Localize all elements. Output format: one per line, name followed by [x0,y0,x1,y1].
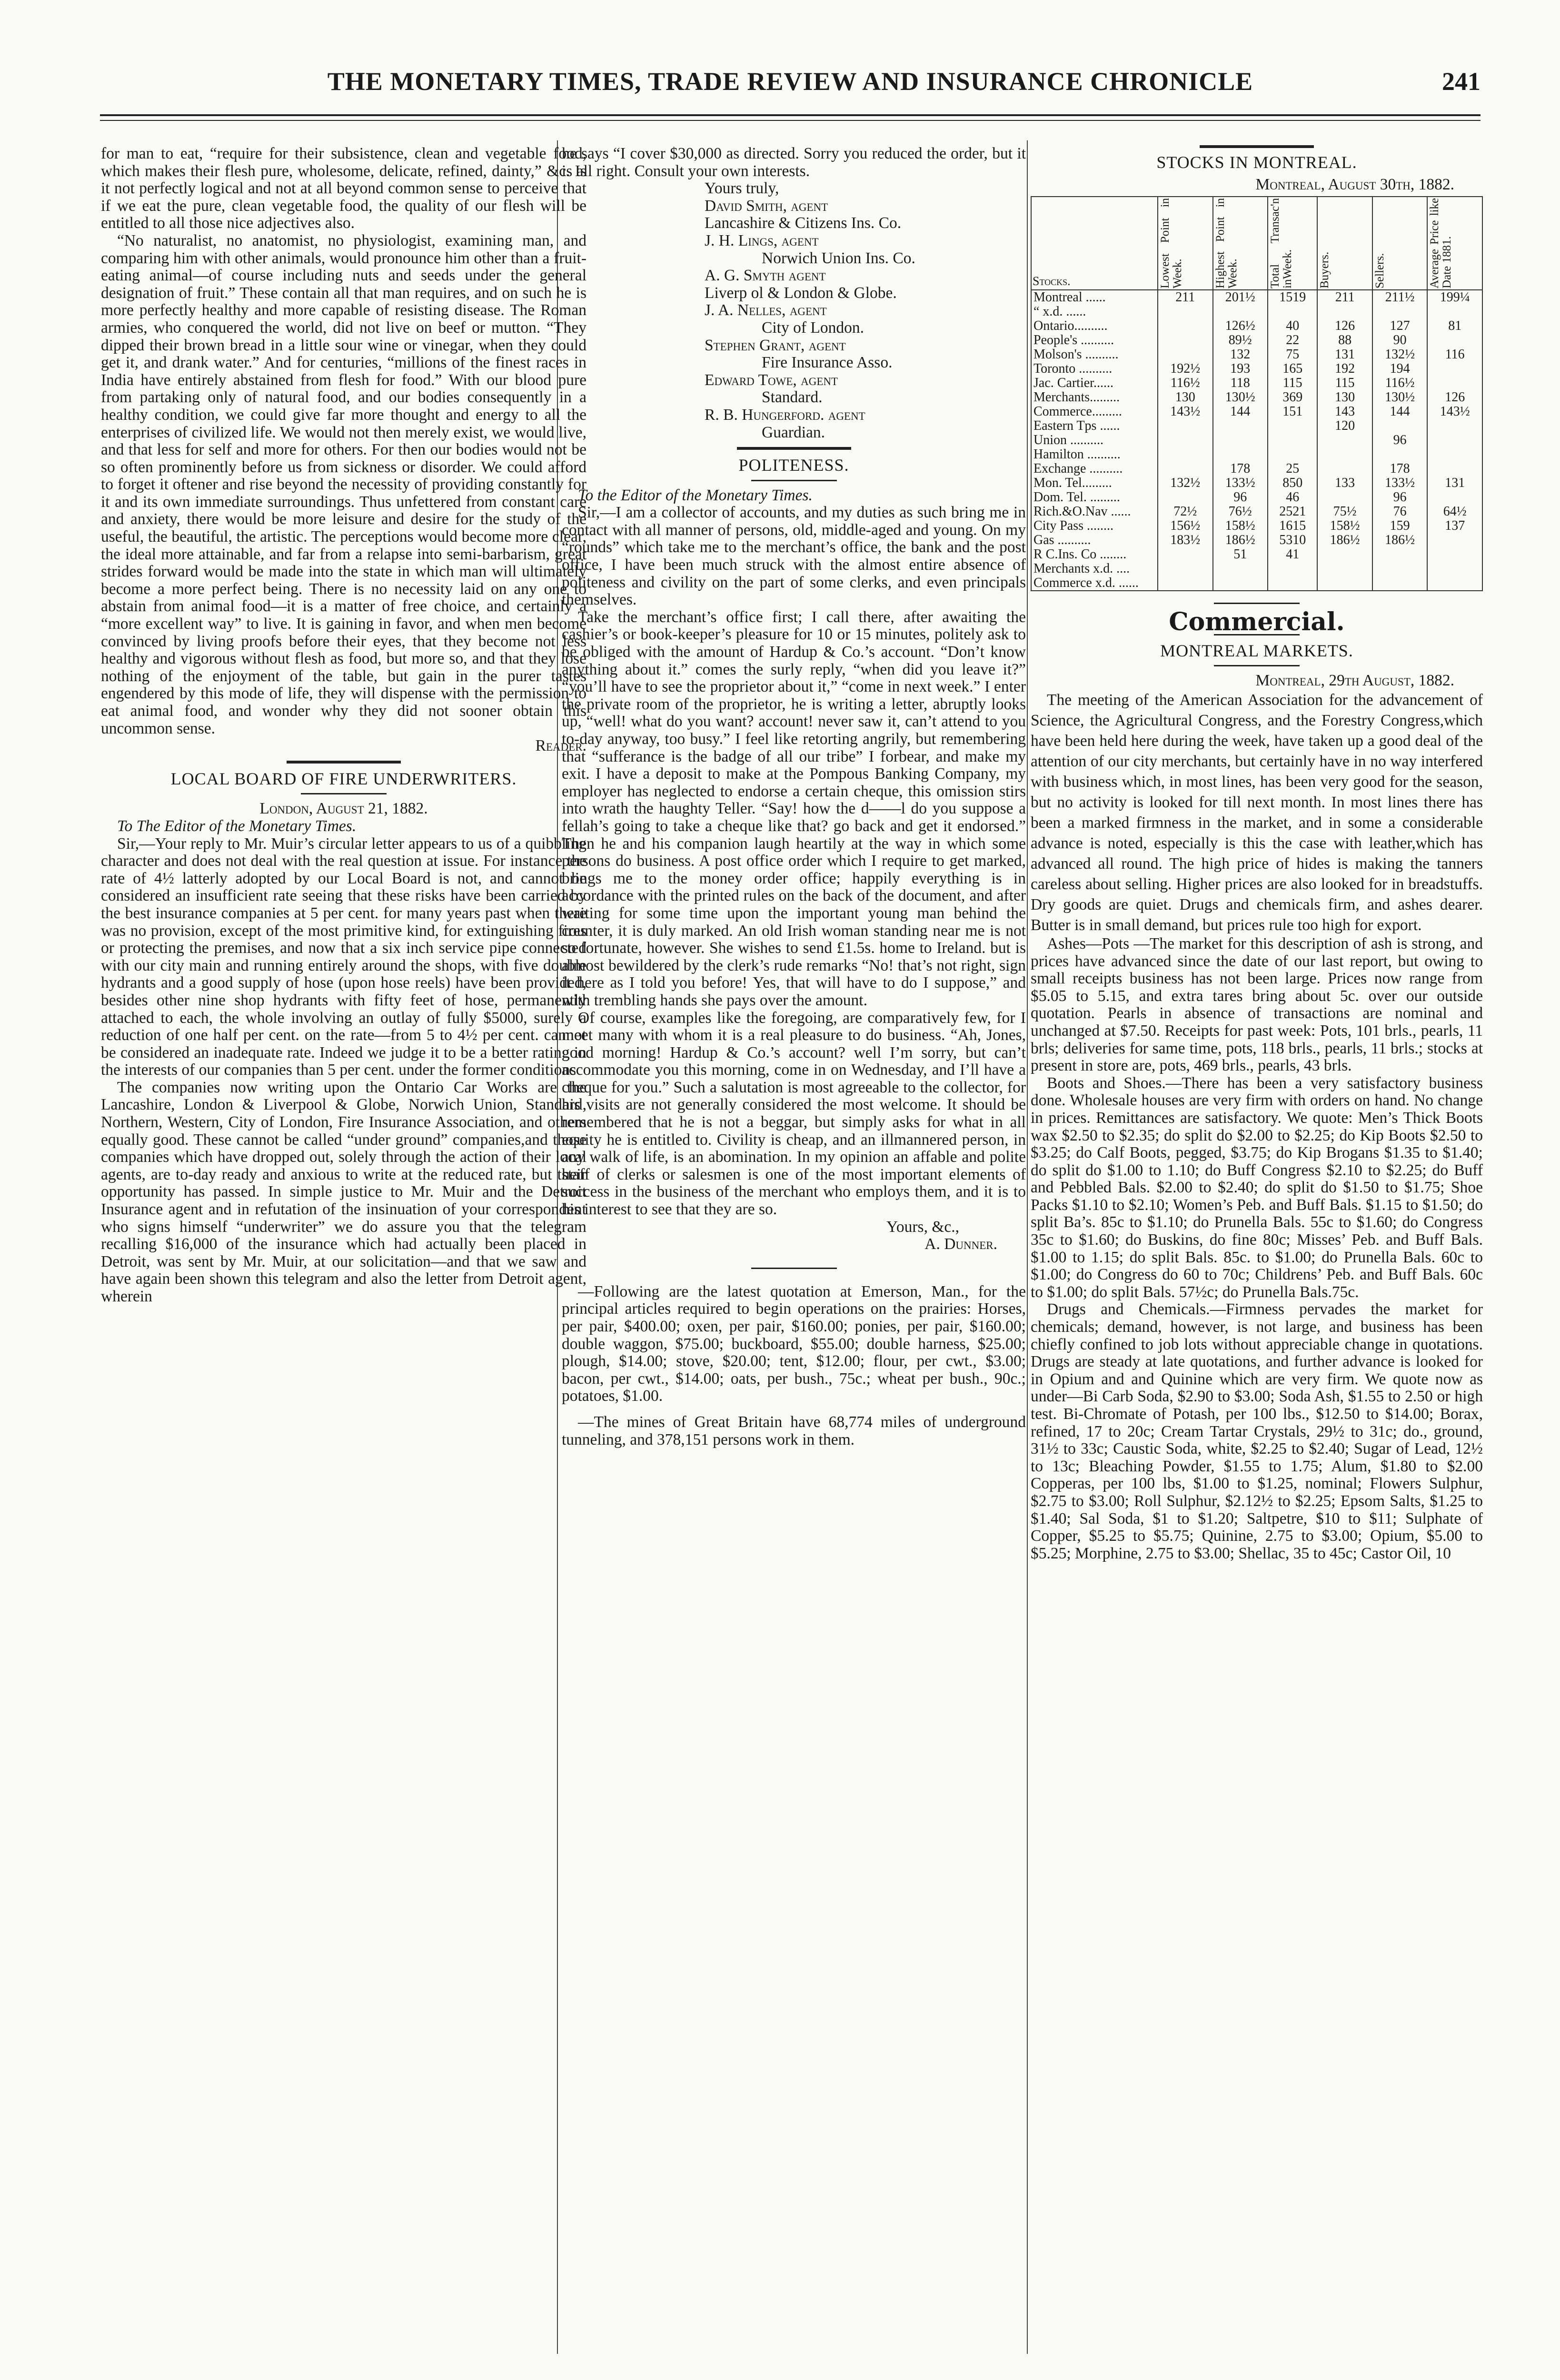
stock-value-cell: 211 [1317,290,1372,305]
stock-value-cell: 151 [1268,405,1317,419]
stock-value-cell: 96 [1213,490,1268,505]
article-paragraph: The meeting of the American Association for the advancement of Science, the Agricultural Congress, and the Forestry Congress,which have been held here during the week, have taken up a good deal of the attention of our city merchants, but certainly have in no way interfered with business which, in most lines, has been very good for the season, but no activity is looked for till next month. In most lines there has been a marked firmness in the market, and in some a considerable advance is noted, especially is this the case with leather,which has advanced all round. The high price of hides is making the tanners careless about selling. Higher prices are also looked for in breadstuffs. Dry goods are quiet. Drugs and chemicals firm, and ashes dearer. Butter is in small demand, but prices rule too high for export. [1031,691,1483,934]
section-heading: POLITENESS. [738,456,849,475]
article-paragraph: The companies now writing upon the Ontario Car Works are the Lancashire, London & Liverpool & Globe, Norwich Union, Standard, Northern, Western, City of London, Fire Insurance Association, and others equally good. These cannot be called “under ground” companies,and those companies which have dropped out, solely through the action of their local agents, are to-day ready and anxious to write at the reduced rate, but their opportunity has passed. In simple justice to Mr. Muir and the Detroit Insurance agent and in refutation of the insinuation of your correspondent who signs himself “underwriter” we do assure you that the telegram recalling $16,000 of the insurance which had actually been placed in Detroit, was sent by Mr. Muir, at our solicitation—and that we saw and have again been shown this telegram and also the letter from Detroit agent, wherein [101,1078,586,1305]
stock-value-cell: 165 [1268,362,1317,376]
stock-value-cell [1372,547,1428,562]
stock-value-cell: 193 [1213,362,1268,376]
stock-name-cell: Eastern Tps ...... [1031,419,1158,433]
signer-company: Lancashire & Citizens Ins. Co. [705,214,902,232]
stock-value-cell [1427,462,1482,476]
signer-name: R. B. Hungerford. agent [705,406,865,424]
article-paragraph: Sir,—Your reply to Mr. Muir’s circular letter appears to us of a quibbling character and does not deal with the real question at issue. For instance the rate of 4½ latterly adopted by our Local Board is not, and cannot be considered an insufficient rate seeing that these risks have been carried by the best insurance companies at 5 per cent. for many years past when there was no provision, except of the most primitive kind, for extinguishing fires or protecting the premises, and now that a six inch service pipe connected with our city main and running entirely around the shops, with five double hydrants and a good supply of hose (upon hose reels) have been provided, besides other nine shop hydrants with fifty feet of hose, permanently attached to each, the whole involving an outlay of fully $5000, surely a reduction of one half per cent. on the rate—from 5 to 4½ per cent. cannot be considered an inadequate rate. Indeed we judge it to be a better rating in the interests of our companies than 5 per cent. under the former conditions [101,834,586,1079]
signer-name: J. H. Lings, agent [705,231,819,249]
stock-value-cell: 75½ [1317,505,1372,519]
signer-company: City of London. [762,318,864,337]
article-paragraph: “No naturalist, no anatomist, no physiologist, examining man, and comparing him with other animals, would pronounce him other than a fruit-eating animal—of course including nuts and seeds under the general designation of fruit.” These contain all that man requires, and on such he is more perfectly healthy and more capable of resisting disease. The Roman armies, who conquered the world, did not live on beef or mutton. “They dipped their brown bread in a little sour wine or vinegar, when they could get it, and drank water.” And for centuries, “millions of the finest races in India have entirely abstained from flesh for food.” With our blood pure from partaking only of natural food, and our bodies consequently in a healthy condition, we could give far more thought and energy to all the enterprises of civilized life. We would not then merely exist, we would live, and that less for self and more for others. For then our bodies would not be so often prominently before us from sickness or disorder. We could afford to forget it oftener and rise beyond the necessity of providing constantly for it and its own immediate surroundings. Thus unfettered from constant care and anxiety, there would be more leisure and desire for the study of the useful, the beautiful, the artistic. The perceptions would become more clear, the ideal more attainable, and far from a relapse into semi-barbarism, great strides forward would be made into the state in which man will ultimately become a more perfect being. There is no necessity laid on any one to abstain from animal food—it is a matter of free choice, and certainly a “more excellent way” to live. It is gaining in favor, and when men become convinced by living proofs before their eyes, that they become not less healthy and vigorous without flesh as food, but more so, and that they lose nothing of the enjoyment of the table, but gain in the purer tastes engendered by this mode of life, they will dispense with the permission to eat animal food, and wonder why they did not sooner obtain this uncommon sense. [101,231,586,737]
stock-value-cell: 211½ [1372,290,1428,305]
stock-value-cell: 201½ [1213,290,1268,305]
stock-name-cell: Toronto .......... [1031,362,1158,376]
stock-value-cell [1268,447,1317,462]
section-title: Commercial. [1169,607,1345,637]
stock-value-cell [1317,305,1372,319]
table-row [1031,362,1482,376]
table-row [1031,390,1482,405]
stock-value-cell: 81 [1427,319,1482,333]
stock-value-cell [1372,419,1428,433]
stock-value-cell [1427,419,1482,433]
table-header: Average Price like Date 1881. [1427,197,1482,290]
stock-value-cell [1372,447,1428,462]
section-separator [1214,665,1300,666]
stock-value-cell: 116½ [1372,376,1428,390]
stock-value-cell: 46 [1268,490,1317,505]
stock-value-cell [1427,562,1482,576]
table-row [1031,405,1482,419]
signer-company: Fire Insurance Asso. [762,354,893,372]
article-paragraph: Take the merchant’s office first; I call there, after awaiting the cashier’s or book-keeper’s pleasure for 10 or 15 minutes, politely ask to be obliged with the amount of Hardup & Co.’s account. “Don’t know anything about it.” comes the surly reply, “when did you leave it?” “you’ll have to see the proprietor about it,” “come in next week.” I enter the private room of the proprietor, he is writing a letter, abruptly looks up, “well! what do you want? account! never saw it, can’t attend to you to-day anyway, too busy.” I feel like retorting angrily, but remembering that “sufferance is the badge of all our tribe” I forbear, and make my exit. I have a deposit to make at the Pompous Banking Company, my employer has neglected to endorse a certain cheque, this omission stirs into wrath the haughty Teller. “Say! how the d——l do you suppose a fellah’s going to take a cheque like that? go back and get it endorsed.” Then he and his companion laugh heartily at the way in which some persons do business. A post office order which I require to get marked, brings me to the money order office; happily everything is in accordance with the printed rules on the back of the document, and after waiting for some time upon the important young man behind the counter, it is duly marked. An old Irish woman standing near me is not so fortunate, however. She wishes to send £1.5s. home to Ireland. but is almost bewildered by the clerk’s rude remarks “No! that’s not right, sign it here as I told you before! Yes, that will have to do I suppose,” and with trembling hands she pays over the amount. [562,608,1026,1009]
column-3 [1031,145,1483,1562]
stock-value-cell [1268,305,1317,319]
stock-value-cell [1158,576,1213,591]
header-rule-top [100,114,1481,116]
stock-value-cell [1213,433,1268,447]
stock-value-cell: 158½ [1317,519,1372,533]
table-row [1031,562,1482,576]
stock-value-cell [1427,547,1482,562]
table-row [1031,547,1482,562]
table-header: Highest Point in Week. [1213,197,1268,290]
signer-company: Standard. [762,388,823,407]
stock-value-cell [1317,447,1372,462]
stock-value-cell [1427,576,1482,591]
article-paragraph: —The mines of Great Britain have 68,774 miles of underground tunneling, and 378,151 persons work in them. [562,1413,1026,1448]
stock-value-cell: 130 [1317,390,1372,405]
stock-value-cell [1427,376,1482,390]
stock-value-cell: 118 [1213,376,1268,390]
stock-value-cell [1372,576,1428,591]
stock-value-cell: 88 [1317,333,1372,347]
stock-value-cell [1158,562,1213,576]
article-paragraph: Ashes—Pots —The market for this description of ash is strong, and prices have advanced since the date of our last report, but owing to small receipts business has not been large. Prices now range from $5.05 to 5.15, and extra tares bring about 5c. over our outside quotation. Pearls in absence of transactions are nominal and unchanged at $7.50. Receipts for past week: Pots, 101 brls., pearls, 11 brls; deliveries for same time, pots, 118 brls., pearls, 11 brls.; stocks at present in store are, pots, 469 brls., pearls, 43 brls. [1031,934,1483,1075]
stock-value-cell [1317,562,1372,576]
table-row [1031,333,1482,347]
stock-value-cell: 126 [1427,390,1482,405]
stock-value-cell: 96 [1372,433,1428,447]
stock-value-cell: 186½ [1372,533,1428,547]
table-header: Sellers. [1372,197,1428,290]
section-heading: LOCAL BOARD OF FIRE UNDERWRITERS. [170,769,517,788]
table-header: Total Transac'n inWeek. [1268,197,1317,290]
stock-value-cell: 133½ [1372,476,1428,490]
table-row [1031,433,1482,447]
stock-value-cell: 90 [1372,333,1428,347]
table-row [1031,376,1482,390]
stock-value-cell: 25 [1268,462,1317,476]
stock-value-cell [1158,419,1213,433]
section-separator [287,761,401,764]
stock-value-cell [1268,576,1317,591]
stock-value-cell: 143½ [1427,405,1482,419]
stock-value-cell: 5310 [1268,533,1317,547]
stock-name-cell: Merchants x.d. .... [1031,562,1158,576]
stock-value-cell: 131 [1317,347,1372,362]
stock-name-cell: People's .......... [1031,333,1158,347]
page-number: 241 [1442,67,1481,96]
section-separator [751,1268,837,1269]
stock-value-cell: 96 [1372,490,1428,505]
table-row [1031,347,1482,362]
stock-value-cell: 132 [1213,347,1268,362]
salutation: To the Editor of the Monetary Times. [578,486,813,504]
signer-name: J. A. Nelles, agent [705,301,827,319]
stock-value-cell: 76 [1372,505,1428,519]
closing: Yours, &c., [886,1218,959,1236]
stock-value-cell: 115 [1317,376,1372,390]
stock-value-cell: 192½ [1158,362,1213,376]
table-row [1031,462,1482,476]
stock-value-cell [1427,333,1482,347]
stock-value-cell [1213,419,1268,433]
publication-title: THE MONETARY TIMES, TRADE REVIEW AND INSURANCE CHRONICLE [327,67,1253,96]
signer-company: Liverp ol & London & Globe. [705,284,897,302]
table-row [1031,419,1482,433]
signer-company: Norwich Union Ins. Co. [762,249,915,267]
stock-name-cell: Commerce x.d. ...... [1031,576,1158,591]
stocks-table-body [1031,290,1482,591]
stock-value-cell: 159 [1372,519,1428,533]
stock-value-cell [1317,547,1372,562]
stock-value-cell [1317,433,1372,447]
stock-value-cell [1427,362,1482,376]
stock-value-cell: 130½ [1213,390,1268,405]
stock-value-cell: 183½ [1158,533,1213,547]
stock-name-cell: Dom. Tel. ......... [1031,490,1158,505]
stock-value-cell: 156½ [1158,519,1213,533]
table-row [1031,319,1482,333]
stock-value-cell [1427,433,1482,447]
stock-value-cell [1372,305,1428,319]
table-row [1031,505,1482,519]
stock-value-cell: 1519 [1268,290,1317,305]
column-2 [562,145,1026,1448]
table-row [1031,490,1482,505]
stock-value-cell: 144 [1372,405,1428,419]
section-heading: MONTREAL MARKETS. [1160,641,1353,660]
stock-value-cell: 192 [1317,362,1372,376]
stock-value-cell [1158,447,1213,462]
stock-value-cell: 133½ [1213,476,1268,490]
stock-value-cell: 41 [1268,547,1317,562]
table-header-row [1031,197,1482,290]
stock-value-cell: 127 [1372,319,1428,333]
stock-value-cell: 178 [1213,462,1268,476]
closing: Yours truly, [705,179,779,198]
stock-value-cell [1158,490,1213,505]
stock-value-cell: 132½ [1158,476,1213,490]
stock-name-cell: Montreal ...... [1031,290,1158,305]
stock-value-cell: 199¼ [1427,290,1482,305]
stock-name-cell: Hamilton .......... [1031,447,1158,462]
stock-value-cell: 72½ [1158,505,1213,519]
stock-value-cell: 211 [1158,290,1213,305]
stock-value-cell [1427,447,1482,462]
stock-value-cell: 64½ [1427,505,1482,519]
section-separator [751,480,837,481]
stock-value-cell: 131 [1427,476,1482,490]
stock-name-cell: Ontario.......... [1031,319,1158,333]
table-header: Stocks. [1031,197,1158,290]
article-paragraph: Boots and Shoes.—There has been a very satisfactory business done. Wholesale houses are very firm with orders on hand. No change in prices. Remittances are satisfactory. We quote: Men’s Thick Boots wax $2.50 to $2.35; do split do $2.00 to $2.25; do Kip Boots $2.50 to $3.25; do Calf Boots, pegged, $3.75; do Kip Brogans $1.35 to $1.40; do split do $1.00 to 1.10; do Buff Congress $2.10 to $2.25; do Buff and Pebbled Bals. $2.00 to $2.40; do split do $1.50 to $1.75; Shoe Packs $1.10 to $2.10; Women’s Peb. and Buff Bals. $1.15 to $1.50; do split Ba’s. 85c to $1.10; do Prunella Bals. 55c to $1.60; do Congress 35c to $1.60; do Buskins, do fine 80c; Misses’ Peb. and Buff Bals. $1.00 to 1.15; do split Bals. 85c. to $1.00; do Prunella Bals. 60c to $1.00; do Congress do 60 to 70c; Childrens’ Peb. and Buff Bals. 60c to $1.00; do split Bals. 57½c; do Prunella Bals.75c. [1031,1074,1483,1301]
stock-value-cell: 89½ [1213,333,1268,347]
stock-value-cell [1317,576,1372,591]
signer-name: David Smith, agent [705,197,828,215]
section-separator [1214,603,1300,604]
table-row [1031,305,1482,319]
signers-list [562,198,1026,441]
stock-value-cell [1158,333,1213,347]
stock-value-cell: 75 [1268,347,1317,362]
stock-name-cell: Rich.&O.Nav ...... [1031,505,1158,519]
stock-value-cell: 130 [1158,390,1213,405]
table-header: Buyers. [1317,197,1372,290]
stock-name-cell: Molson's .......... [1031,347,1158,362]
stock-value-cell [1372,562,1428,576]
table-row [1031,290,1482,305]
stock-value-cell: 143 [1317,405,1372,419]
stocks-table [1031,196,1483,591]
table-row [1031,533,1482,547]
section-separator [737,447,851,450]
stock-value-cell [1158,547,1213,562]
stock-value-cell: 132½ [1372,347,1428,362]
stock-value-cell: 126½ [1213,319,1268,333]
stock-name-cell: Merchants......... [1031,390,1158,405]
stock-value-cell: 137 [1427,519,1482,533]
stock-value-cell: 194 [1372,362,1428,376]
stock-value-cell: 116½ [1158,376,1213,390]
stock-value-cell [1158,319,1213,333]
stock-value-cell [1427,490,1482,505]
stock-value-cell: 115 [1268,376,1317,390]
signature: Reader. [535,737,586,755]
stock-value-cell: 51 [1213,547,1268,562]
stock-value-cell [1213,562,1268,576]
stock-name-cell: “ x.d. ...... [1031,305,1158,319]
signer-company: Guardian. [762,423,825,441]
table-row [1031,476,1482,490]
stock-value-cell: 850 [1268,476,1317,490]
article-paragraph: for man to eat, “require for their subsistence, clean and vegetable food, which makes their flesh pure, wholesome, delicate, refined, dainty,” &c. Is it not perfectly logical and not at all beyond common sense to perceive that if we eat the pure, clean vegetable food, the quality of our flesh will be entitled to all those nice adjectives also. [101,145,586,232]
stock-value-cell: 178 [1372,462,1428,476]
table-row [1031,519,1482,533]
salutation: To The Editor of the Monetary Times. [117,817,357,835]
stock-value-cell: 144 [1213,405,1268,419]
column-divider-2 [1027,140,1028,2354]
stock-value-cell [1213,305,1268,319]
stock-value-cell [1427,305,1482,319]
stock-value-cell: 1615 [1268,519,1317,533]
article-paragraph: Sir,—I am a collector of accounts, and my duties as such bring me in contact with all manner of persons, old, middle-aged and young. On my “rounds” which take me to the merchant’s office, the bank and the post office, I have been much struck with the almost entire absence of politeness and civility on the part of some clerks, and even principals themselves. [562,504,1026,609]
stock-value-cell [1158,347,1213,362]
stock-value-cell: 158½ [1213,519,1268,533]
signature: A. Dunner. [924,1235,997,1253]
stock-value-cell [1317,462,1372,476]
stock-value-cell [1317,490,1372,505]
stock-value-cell: 2521 [1268,505,1317,519]
stock-value-cell [1268,562,1317,576]
stock-value-cell: 116 [1427,347,1482,362]
stock-value-cell [1158,462,1213,476]
stock-value-cell [1427,533,1482,547]
stock-value-cell: 130½ [1372,390,1428,405]
stock-name-cell: Commerce......... [1031,405,1158,419]
stock-name-cell: Jac. Cartier...... [1031,376,1158,390]
section-separator [301,793,387,794]
dateline: London, August 21, 1882. [259,800,428,818]
stock-value-cell: 126 [1317,319,1372,333]
signer-name: Edward Towe, agent [705,371,838,389]
stock-value-cell: 120 [1317,419,1372,433]
signer-name: Stephen Grant, agent [705,336,846,354]
article-paragraph: Drugs and Chemicals.—Firmness pervades the market for chemicals; demand, however, is not large, and business has been chiefly confined to job lots without appreciable change in quotations. Drugs are steady at late quotations, and further advance is looked for in Opium and and Quinine which are very firm. We quote now as under—Bi Carb Soda, $2.90 to $3.00; Soda Ash, $1.55 to 2.50 or high test. Bi-Chromate of Potash, per 100 lbs., $12.50 to $14.00; Borax, refined, 17 to 20c; Cream Tartar Crystals, 29½ to 31c; do., ground, 31½ to 33c; Caustic Soda, white, $2.25 to $2.40; Sugar of Lead, 12½ to 13c; Bleaching Powder, $1.55 to 1.75; Alum, $1.80 to $2.00 Copperas, per 100 lbs, $1.00 to $1.25, nominal; Flowers Sulphur, $2.75 to $3.00; Roll Sulphur, $2.12½ to $2.25; Epsom Salts, $1.25 to $1.40; Sal Soda, $1 to $1.20; Saltpetre, $10 to $11; Sulphate of Copper, $5.25 to $5.75; Quinine, 2.75 to $3.00; Opium, $5.00 to $5.25; Morphine, 2.75 to $3.00; Shellac, 35 to 45c; Castor Oil, 10 [1031,1300,1483,1562]
stock-value-cell [1213,576,1268,591]
stock-name-cell: Union .......... [1031,433,1158,447]
article-paragraph: Of course, examples like the foregoing, are comparatively few, for I meet many with whom it is a real pleasure to do business. “Ah, Jones, good morning! Hardup & Co.’s account? well I’m sorry, but can’t accommodate you this morning, come in on Wednesday, and I’ll have a cheque for you.” Such a salutation is most agreeable to the collector, for his visits are not generally considered the most welcome. It should be remembered that he is not a beggar, but simply asks for what in all equity he is entitled to. Civility is cheap, and an illmannered person, in any walk of life, is an abomination. In my opinion an affable and polite staff of clerks or salesmen is one of the most important elements of success in the business of the merchant who employs them, and it is to his interest to see that they are so. [562,1009,1026,1219]
table-header: Lowest Point in Week. [1158,197,1213,290]
page-header [100,67,1481,109]
stock-name-cell: Gas .......... [1031,533,1158,547]
section-heading: STOCKS IN MONTREAL. [1156,153,1357,172]
stock-value-cell: 369 [1268,390,1317,405]
stock-name-cell: R C.Ins. Co ........ [1031,547,1158,562]
stock-value-cell [1268,419,1317,433]
dateline: Montreal, August 30th, 1882. [1255,175,1454,193]
stock-value-cell [1213,447,1268,462]
stock-value-cell: 133 [1317,476,1372,490]
signer-name: A. G. Smyth agent [705,267,826,285]
article-paragraph: he says “I cover $30,000 as directed. Sorry you reduced the order, but it is all right. Consult your own interests. [562,145,1026,180]
column-1 [101,145,586,1306]
header-rule-bottom [100,120,1481,121]
table-row [1031,447,1482,462]
stock-value-cell: 76½ [1213,505,1268,519]
stock-value-cell: 143½ [1158,405,1213,419]
section-separator [1200,145,1314,148]
table-row [1031,576,1482,591]
dateline: Montreal, 29th August, 1882. [1255,672,1454,690]
stock-value-cell: 186½ [1213,533,1268,547]
stock-value-cell [1268,433,1317,447]
stock-value-cell [1158,305,1213,319]
stock-value-cell [1158,433,1213,447]
stock-value-cell: 40 [1268,319,1317,333]
article-paragraph: —Following are the latest quotation at Emerson, Man., for the principal articles required to begin operations on the prairies: Horses, per pair, $400.00; oxen, per pair, $160.00; ponies, per pair, $160.00; double waggon, $75.00; buckboard, $55.00; double harness, $25.00; plough, $14.00; stove, $20.00; tent, $12.00; flour, per cwt., $3.00; bacon, per cwt., $14.00; oats, per bush., 75c.; wheat per bush., 90c.; potatoes, $1.00. [562,1282,1026,1405]
stock-name-cell: Exchange .......... [1031,462,1158,476]
stock-value-cell: 186½ [1317,533,1372,547]
stock-name-cell: Mon. Tel......... [1031,476,1158,490]
stock-value-cell: 22 [1268,333,1317,347]
stock-name-cell: City Pass ........ [1031,519,1158,533]
